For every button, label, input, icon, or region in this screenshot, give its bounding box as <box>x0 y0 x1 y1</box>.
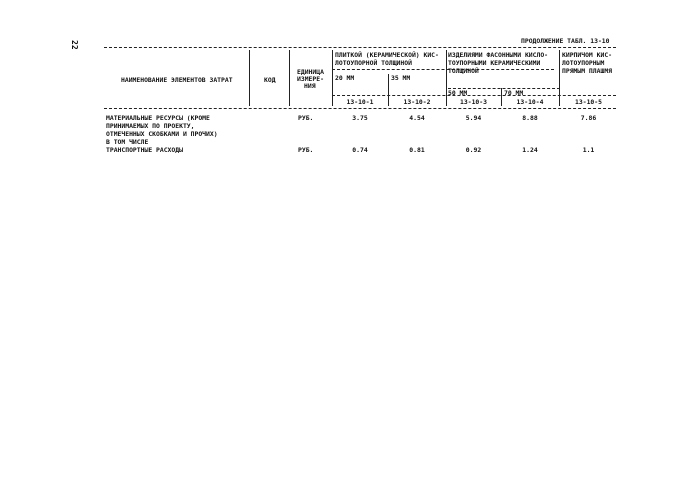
header-group2-line-2: ТОУПОРНЫМИ КЕРАМИЧЕСКИМИ <box>448 59 541 67</box>
col-divider-group2-group3 <box>559 50 560 106</box>
col-divider-unit-values <box>332 50 333 106</box>
row2-value-13-10-5: 1.1 <box>582 146 595 154</box>
code-13-10-5: 13-10-5 <box>575 98 602 106</box>
row2-value-13-10-1: 0.74 <box>352 146 368 154</box>
header-group2-line-3: ТОЛЩИНОЙ <box>448 67 479 75</box>
code-13-10-3: 13-10-3 <box>460 98 487 106</box>
header-group2-line-1: ИЗДЕЛИЯМИ ФАСОННЫМИ КИСЛО- <box>448 51 549 59</box>
row1-unit: РУБ. <box>298 114 314 122</box>
page-number: 22 <box>70 40 79 50</box>
row2-unit: РУБ. <box>298 146 314 154</box>
row1-name-line-4: В ТОМ ЧИСЛЕ <box>106 138 149 146</box>
col-divider-20-35 <box>388 74 389 106</box>
row1-name-line-1: МАТЕРИАЛЬНЫЕ РЕСУРСЫ (КРОМЕ <box>106 114 210 122</box>
col-divider-code-unit <box>289 50 290 106</box>
header-group3-line-2: ЛОТОУПОРНЫМ <box>562 59 605 67</box>
header-name-col: НАИМЕНОВАНИЕ ЭЛЕМЕНТОВ ЗАТРАТ <box>121 76 233 84</box>
continuation-caption: ПРОДОЛЖЕНИЕ ТАБЛ. 13-10 <box>521 37 610 45</box>
header-unit-line-2: ИЗМЕРЕ- <box>297 75 324 83</box>
row2-value-13-10-2: 0.81 <box>409 146 425 154</box>
code-13-10-1: 13-10-1 <box>346 98 374 106</box>
row1-value-13-10-2: 4.54 <box>409 114 425 122</box>
header-group3-line-3: ПРЯМЫМ ПЛАШМЯ <box>562 67 613 75</box>
col-divider-50-70 <box>501 88 502 106</box>
code-13-10-4: 13-10-4 <box>516 98 544 106</box>
row2-value-13-10-3: 0.92 <box>465 146 482 154</box>
header-unit-line-3: НИЯ <box>304 82 316 90</box>
header-group1-line-2: ЛОТОУПОРНОЙ ТОЛЩИНОЙ <box>335 59 412 67</box>
row1-value-13-10-1: 3.75 <box>352 114 368 122</box>
row1-value-13-10-3: 5.94 <box>465 114 482 122</box>
header-sub-70mm: 70 ММ <box>504 89 524 97</box>
row1-value-13-10-5: 7.86 <box>580 114 597 122</box>
row2-name-line-1: ТРАНСПОРТНЫЕ РАСХОДЫ <box>106 146 183 154</box>
row1-value-13-10-4: 8.88 <box>522 114 538 122</box>
header-group-rule <box>332 69 554 70</box>
table-top-rule <box>104 47 616 48</box>
header-sub-50mm: 50 ММ <box>448 89 468 97</box>
header-codes-rule <box>332 95 616 96</box>
header-group3-line-1: КИРПИЧОМ КИС- <box>562 51 613 59</box>
header-group1-line-1: ПЛИТКОЙ (КЕРАМИЧЕСКОЙ) КИС- <box>335 51 439 59</box>
row1-name-line-3: ОТМЕЧЕННЫХ СКОБКАМИ И ПРОЧИХ) <box>106 130 218 138</box>
header-bottom-rule <box>104 108 616 109</box>
header-code-col: КОД <box>264 76 276 84</box>
code-13-10-2: 13-10-2 <box>403 98 431 106</box>
row1-name-line-2: ПРИНИМАЕМЫХ ПО ПРОЕКТУ, <box>106 122 195 130</box>
row2-value-13-10-4: 1.24 <box>522 146 538 154</box>
header-sub-35mm: 35 ММ <box>391 74 411 82</box>
col-divider-group1-group2 <box>446 50 447 106</box>
header-unit-line-1: ЕДИНИЦА <box>297 68 324 76</box>
col-divider-name-code <box>249 50 250 106</box>
header-sub-20mm: 20 ММ <box>335 74 355 82</box>
